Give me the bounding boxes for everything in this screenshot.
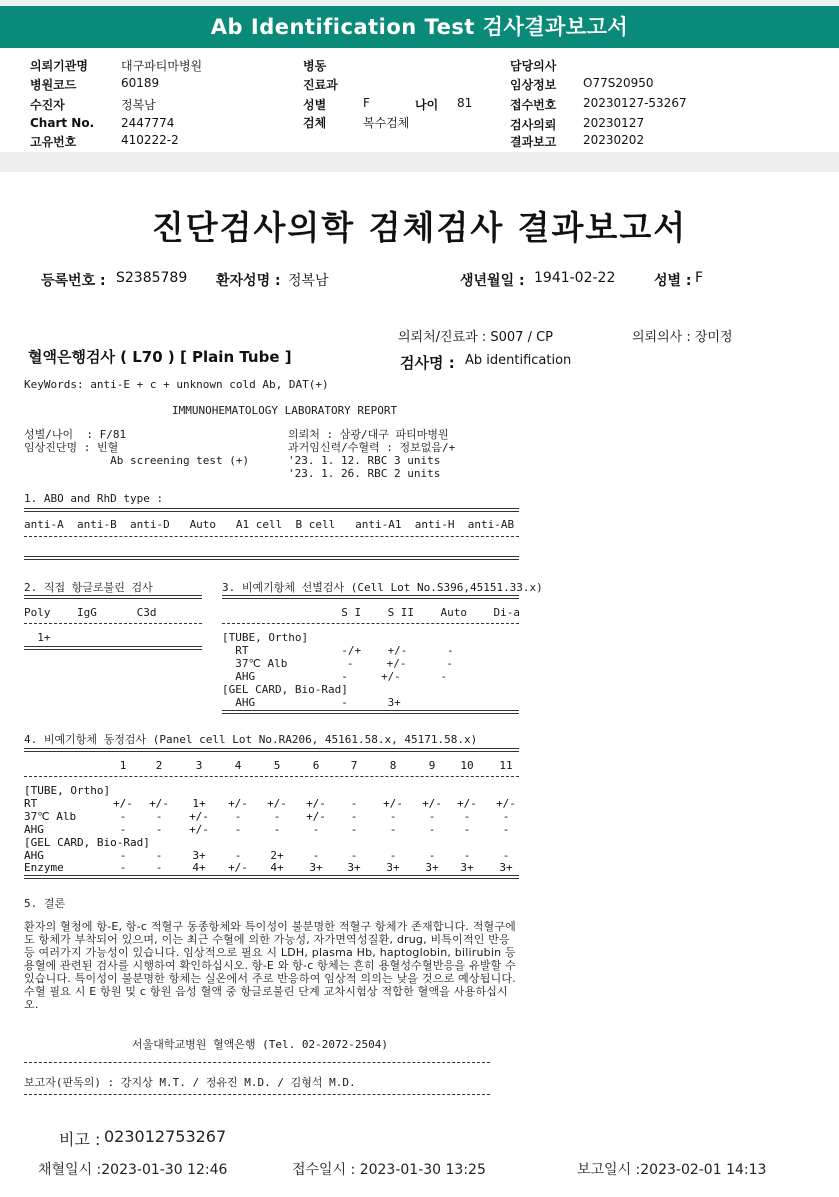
panel-cell: 3+: [347, 861, 361, 875]
panel-cell: +/-: [457, 796, 477, 810]
panel-col-5: 5: [273, 759, 281, 772]
chart-no-label: Chart No.: [30, 116, 95, 130]
header-separator: [0, 152, 839, 172]
report-document: [0, 172, 839, 1197]
panel-cell: -: [428, 809, 436, 823]
sex-label-report: 성별 :: [654, 273, 692, 289]
doctor-info: 의뢰의사 : 장미정: [632, 330, 733, 345]
sec2-rule-mid: [24, 623, 202, 624]
chart-no-value: 2447774: [121, 116, 175, 130]
sec2-title: 2. 직접 항글로불린 검사: [24, 581, 153, 594]
panel-cell: -: [119, 848, 127, 862]
sec2-rule-bottom: [24, 646, 202, 650]
panel-col-2: 2: [155, 759, 163, 772]
panel-cell: 3+: [425, 861, 439, 875]
panel-cell: +/-: [306, 796, 326, 810]
panel-cell: +/-: [149, 796, 169, 810]
panel-cell: -: [502, 822, 510, 836]
sec4-rule-bottom: [24, 875, 519, 879]
specimen-value: 복수검체: [363, 116, 410, 130]
test-group: 혈액은행검사 ( L70 ) [ Plain Tube ]: [28, 348, 292, 366]
panel-cell: -: [273, 822, 281, 836]
panel-cell: -: [463, 822, 471, 836]
panel-cell: -: [389, 822, 397, 836]
panel-cell: -: [155, 822, 163, 836]
panel-cell: +/-: [306, 809, 326, 823]
panel-cell: +/-: [422, 796, 442, 810]
panel-row-label: AHG: [24, 822, 44, 836]
panel-col-11: 11: [499, 759, 513, 772]
receipt-time: 접수일시 : 2023-01-30 13:25: [292, 1162, 486, 1178]
panel-cell: 3+: [499, 861, 513, 875]
panel-cell: -: [312, 848, 320, 862]
dob-value: 1941-02-22: [534, 270, 616, 286]
panel-col-9: 9: [428, 759, 436, 772]
panel-cell: -: [155, 861, 163, 875]
panel-cell: -: [428, 848, 436, 862]
sec5-title: 5. 결론: [24, 897, 66, 910]
request-date-value: 20230127: [583, 116, 645, 130]
info-left-2: Ab screening test (+): [24, 454, 250, 467]
panel-cell: -: [389, 848, 397, 862]
info-right-1: 과거임신력/수혈력 : 정보없음/+: [288, 441, 456, 454]
sec3-title: 3. 비예기항체 선별검사 (Cell Lot No.S396,45151.33.x): [222, 581, 543, 594]
info-right-2: '23. 1. 12. RBC 3 units: [288, 454, 441, 467]
panel-cell: -: [463, 848, 471, 862]
panel-col-1: 1: [119, 759, 127, 772]
report-title: 진단검사의학 검체검사 결과보고서: [151, 208, 688, 247]
info-right-0: 의뢰처 : 삼광/대구 파티마병원: [288, 428, 449, 441]
panel-cell: +/-: [189, 822, 209, 836]
panel-row-label: Enzyme: [24, 861, 64, 875]
sex-label: 성별: [303, 98, 327, 112]
sec3-row-5: AHG - 3+: [222, 696, 401, 709]
panel-cell: -: [119, 861, 127, 875]
specimen-label: 검체: [303, 116, 327, 130]
remark-value: 023012753267: [104, 1127, 227, 1146]
sec1-rule-mid: [24, 536, 519, 537]
panel-cell: -: [312, 822, 320, 836]
panel-row-label: RT: [24, 796, 38, 810]
panel-cell: -: [350, 822, 358, 836]
keywords: KeyWords: anti-E + c + unknown cold Ab, DAT(+): [24, 378, 329, 391]
sec3-row-4: [GEL CARD, Bio-Rad]: [222, 683, 348, 696]
panel-row-label: AHG: [24, 848, 44, 862]
patient-value: 정복남: [121, 98, 156, 112]
unique-no-value: 410222-2: [121, 133, 179, 147]
header-info-grid: [0, 54, 839, 150]
panel-cell: +/-: [383, 796, 403, 810]
panel-cell: -: [234, 848, 242, 862]
sec3-rule-top: [222, 595, 519, 599]
panel-cell: +/-: [228, 861, 248, 875]
conclusion-text: 환자의 혈청에 항-E, 항-c 적혈구 동종항체와 특이성이 불분명한 적혈구 항체가 존재합니다. 적혈구에도 항체가 부착되어 있으며, 이는 최근 수혈에 의한 가능성, 자가면역성질환, drug, 비특이적인 반응 등 여러가지 가능성이 있습니다. 임상적으로 필요 시 LDH, plasma Hb, haptoglobin, bilirubin 등 용혈에 관련된 검사를 시행하여 확인하십시오. 항-E 와 항-c 항체는 흔히 용혈성수혈반응을 유발할 수 있습니다. 특이성이 불분명한 항체는 실온에서 주로 반응하여 임상적 의의는 낮을 것으로 예상됩니다.수혈 필요 시 E 항원 및 c 항원 음성 혈액 중 항글로불린 단계 교차시험상 적합한 혈액을 사용하십시오.: [24, 920, 517, 1011]
unique-no-label: 고유번호: [30, 135, 77, 149]
hospital-code-label: 병원코드: [30, 78, 77, 92]
age-label: 나이: [415, 98, 439, 112]
panel-cell: +/-: [496, 796, 516, 810]
hospital-name-label: 의뢰기관명: [30, 59, 88, 73]
panel-cell: +/-: [189, 809, 209, 823]
physician-label: 담당의사: [510, 59, 557, 73]
lab-report-title: IMMUNOHEMATOLOGY LABORATORY REPORT: [172, 404, 398, 417]
panel-cell: +/-: [113, 796, 133, 810]
report-time: 보고일시 :2023-02-01 14:13: [577, 1162, 767, 1178]
hospital-name-value: 대구파티마병원: [121, 59, 203, 73]
clinical-info-value: O77S20950: [583, 76, 654, 90]
panel-col-8: 8: [389, 759, 397, 772]
sec2-header: Poly IgG C3d: [24, 606, 157, 619]
patient-name-label: 환자성명 :: [216, 273, 281, 289]
ward-label: 병동: [303, 59, 327, 73]
hospital-code-value: 60189: [121, 76, 160, 90]
panel-cell: 3+: [386, 861, 400, 875]
reg-no-value: S2385789: [116, 270, 188, 286]
sec2-rule-top: [24, 595, 202, 599]
sec3-row-2: 37℃ Alb - +/- -: [222, 657, 453, 670]
panel-col-7: 7: [350, 759, 358, 772]
panel-cell: -: [273, 809, 281, 823]
sec4-rule-top: [24, 748, 519, 752]
panel-cell: -: [119, 809, 127, 823]
sec4-rule-mid: [24, 776, 519, 777]
request-date-label: 검사의뢰: [510, 118, 557, 132]
panel-cell: 2+: [270, 848, 284, 862]
sec2-value: 1+: [24, 631, 51, 644]
panel-cell: -: [350, 796, 358, 810]
panel-cell: -: [463, 809, 471, 823]
info-right-3: '23. 1. 26. RBC 2 units: [288, 467, 441, 480]
sec1-header: anti-A anti-B anti-D Auto A1 cell B cell anti-A1 anti-H anti-AB: [24, 518, 515, 531]
panel-cell: -: [155, 809, 163, 823]
sex-value-report: F: [695, 270, 704, 286]
panel-cell: -: [234, 809, 242, 823]
remark-label: 비고 :: [59, 1130, 101, 1149]
panel-cell: 4+: [270, 861, 284, 875]
panel-cell: 3+: [192, 848, 206, 862]
dob-label: 생년월일 :: [460, 273, 525, 289]
sec3-row-0: [TUBE, Ortho]: [222, 631, 309, 644]
sec1-rule-bottom: [24, 556, 519, 560]
report-banner: Ab Identification Test 검사결과보고서: [0, 0, 839, 48]
info-left-0: 성별/나이 : F/81: [24, 428, 127, 441]
sex-value: F: [363, 96, 370, 110]
panel-cell: -: [234, 822, 242, 836]
sec3-row-1: RT -/+ +/- -: [222, 644, 454, 657]
panel-cell: 3+: [309, 861, 323, 875]
reporters: 보고자(판독의) : 강지상 M.T. / 정유진 M.D. / 김형석 M.D.: [24, 1076, 356, 1089]
sec4-title: 4. 비예기항체 동정검사 (Panel cell Lot No.RA206, 45161.58.x, 45171.58.x): [24, 733, 478, 746]
patient-name-value: 정복남: [288, 273, 329, 289]
report-date-label: 결과보고: [510, 135, 557, 149]
dept-label: 진료과: [303, 78, 338, 92]
panel-cell: 3+: [460, 861, 474, 875]
patient-label: 수진자: [30, 98, 65, 112]
panel-row-label: 37℃ Alb: [24, 809, 77, 823]
panel-cell: 1+: [192, 796, 206, 810]
clinical-info-label: 임상정보: [510, 78, 557, 92]
sec3-rule-mid: [222, 623, 519, 624]
panel-cell: -: [350, 848, 358, 862]
receipt-no-value: 20230127-53267: [583, 96, 687, 110]
hospital-blood-bank: 서울대학교병원 혈액은행 (Tel. 02-2072-2504): [132, 1038, 388, 1051]
panel-cell: -: [502, 809, 510, 823]
receipt-no-label: 접수번호: [510, 98, 557, 112]
reg-no-label: 등록번호 :: [41, 273, 106, 289]
report-date-value: 20230202: [583, 133, 645, 147]
panel-row-label: [GEL CARD, Bio-Rad]: [24, 835, 150, 849]
sec3-rule-bottom: [222, 710, 519, 714]
panel-cell: -: [155, 848, 163, 862]
panel-cell: -: [502, 848, 510, 862]
panel-col-4: 4: [234, 759, 242, 772]
test-name-value: Ab identification: [465, 353, 572, 368]
panel-cell: -: [350, 809, 358, 823]
panel-cell: -: [119, 822, 127, 836]
panel-cell: 4+: [192, 861, 206, 875]
panel-col-6: 6: [312, 759, 320, 772]
dept-info: 의뢰처/진료과 : S007 / CP: [398, 330, 553, 345]
sec1-rule-top: [24, 508, 519, 512]
test-name-label: 검사명 :: [400, 354, 455, 372]
panel-cell: -: [428, 822, 436, 836]
reporters-rule-top: [24, 1062, 490, 1063]
sec3-header: S I S II Auto Di-a: [222, 606, 521, 619]
panel-col-10: 10: [460, 759, 474, 772]
panel-cell: -: [389, 809, 397, 823]
panel-col-3: 3: [195, 759, 203, 772]
sec3-row-3: AHG - +/- -: [222, 670, 448, 683]
age-value: 81: [457, 96, 473, 110]
reporters-rule-bottom: [24, 1094, 490, 1095]
sec1-title: 1. ABO and RhD type :: [24, 492, 164, 505]
panel-row-label: [TUBE, Ortho]: [24, 784, 111, 797]
collection-time: 채혈일시 :2023-01-30 12:46: [38, 1162, 228, 1178]
panel-cell: +/-: [228, 796, 248, 810]
info-left-1: 임상진단명 : 빈혈: [24, 441, 119, 454]
panel-cell: +/-: [267, 796, 287, 810]
